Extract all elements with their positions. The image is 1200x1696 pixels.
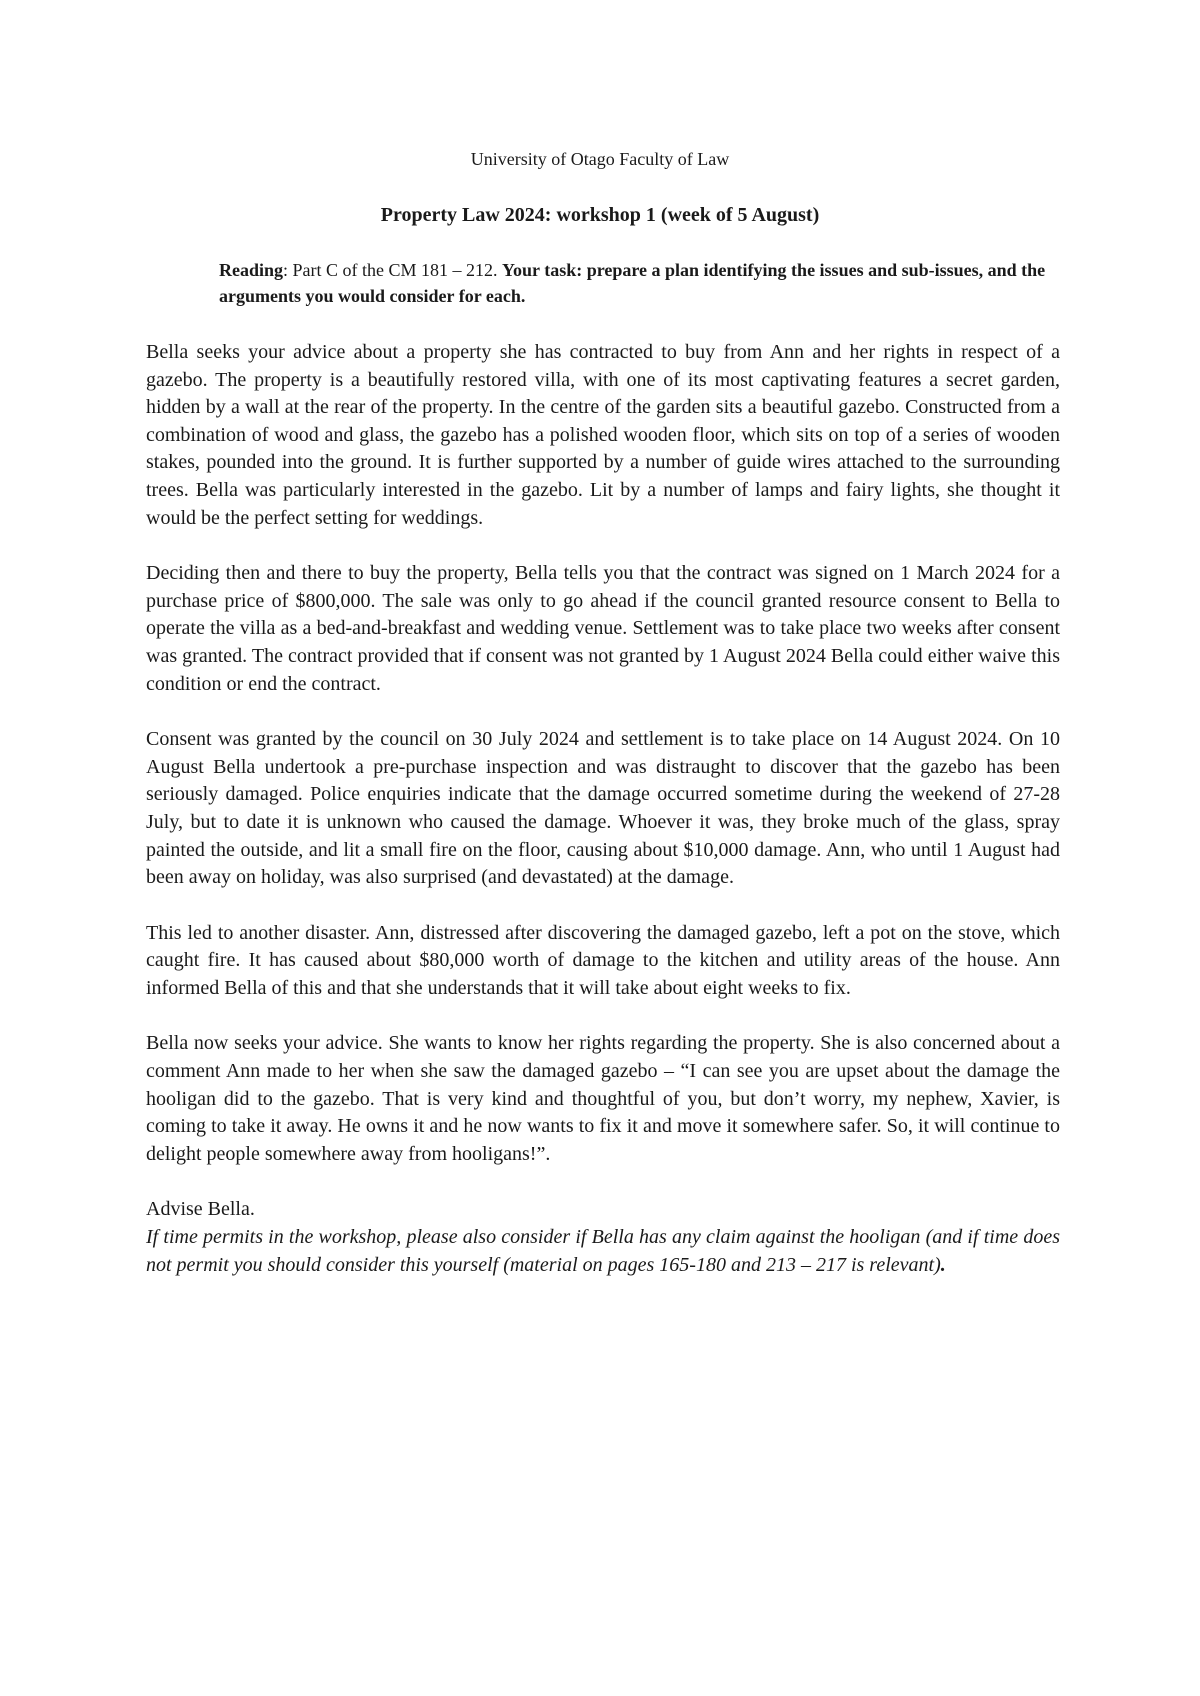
institution-heading: University of Otago Faculty of Law — [470, 149, 730, 169]
reading-text: : Part C of the CM 181 – 212. — [283, 260, 503, 280]
paragraph-5: Bella now seeks your advice. She wants to know her rights regarding the property. She is also concerned about a comment Ann made to her when she saw the damaged gazebo – “I can see you are upset about the damage the hooligan did to the gazebo. That is very kind and thoughtful of you, but don’t worry, my nephew, Xavier, is coming to take it away. He owns it and he now wants to fix it and move it somewhere safer. So, it will continue to delight people somewhere away from hooligans!”. — [146, 1032, 1060, 1165]
task-text: Your task: prepare a plan identifying the issues and sub-issues, and the arguments you would consider for each. — [219, 260, 1046, 306]
scenario-body — [146, 339, 1060, 1279]
advise-instruction: Advise Bella. — [146, 1198, 255, 1221]
paragraph-3: Consent was granted by the council on 30 July 2024 and settlement is to take place on 14 August 2024. On 10 August Bella undertook a pre-purchase inspection and was distraught to discover that the gazebo has been seriously damaged. Police enquiries indicate that the damage occurred sometime during the weekend of 27-28 July, but to date it is unknown who caused the damage. Whoever it was, they broke much of the glass, spray painted the outside, and lit a small fire on the floor, causing about $10,000 damage. Ann, who until 1 August had been away on holiday, was also surprised (and devastated) at the damage. — [146, 728, 1060, 889]
paragraph-2: Deciding then and there to buy the property, Bella tells you that the contract was signed on 1 March 2024 for a purchase price of $800,000. The sale was only to go ahead if the council granted resource consent to Bella to operate the villa as a bed-and-breakfast and wedding venue. Settlement was to take place two weeks after consent was granted. The contract provided that if consent was not granted by 1 August 2024 Bella could either waive this condition or end the contract. — [146, 562, 1060, 695]
document-title: Property Law 2024: workshop 1 (week of 5 August) — [380, 204, 820, 226]
paragraph-4: This led to another disaster. Ann, distressed after discovering the damaged gazebo, left a pot on the stove, which caught fire. It has caused about $80,000 worth of damage to the kitchen and utility areas of the house. Ann informed Bella of this and that she understands that it will take about eight weeks to fix. — [146, 921, 1060, 999]
reading-label: Reading — [219, 260, 284, 280]
extra-question-note — [146, 1224, 1060, 1279]
note-text: If time permits in the workshop, please also consider if Bella has any claim against the hooligan (and if time does not permit you should consider this yourself (material on pages 165-180 and 213 – 217 is relevant) — [146, 1226, 1060, 1276]
note-end: . — [940, 1253, 946, 1276]
paragraph-1: Bella seeks your advice about a property she has contracted to buy from Ann and her rights in respect of a gazebo. The property is a beautifully restored villa, with one of its most captivating features a secret garden, hidden by a wall at the rear of the property. In the centre of the garden sits a beautiful gazebo. Constructed from a combination of wood and glass, the gazebo has a polished wooden floor, which sits on top of a series of wooden stakes, pounded into the ground. It is further supported by a number of guide wires attached to the surrounding trees. Bella was particularly interested in the gazebo. Lit by a number of lamps and fairy lights, she thought it would be the perfect setting for weddings. — [146, 341, 1060, 529]
reading-instructions — [219, 257, 1059, 309]
